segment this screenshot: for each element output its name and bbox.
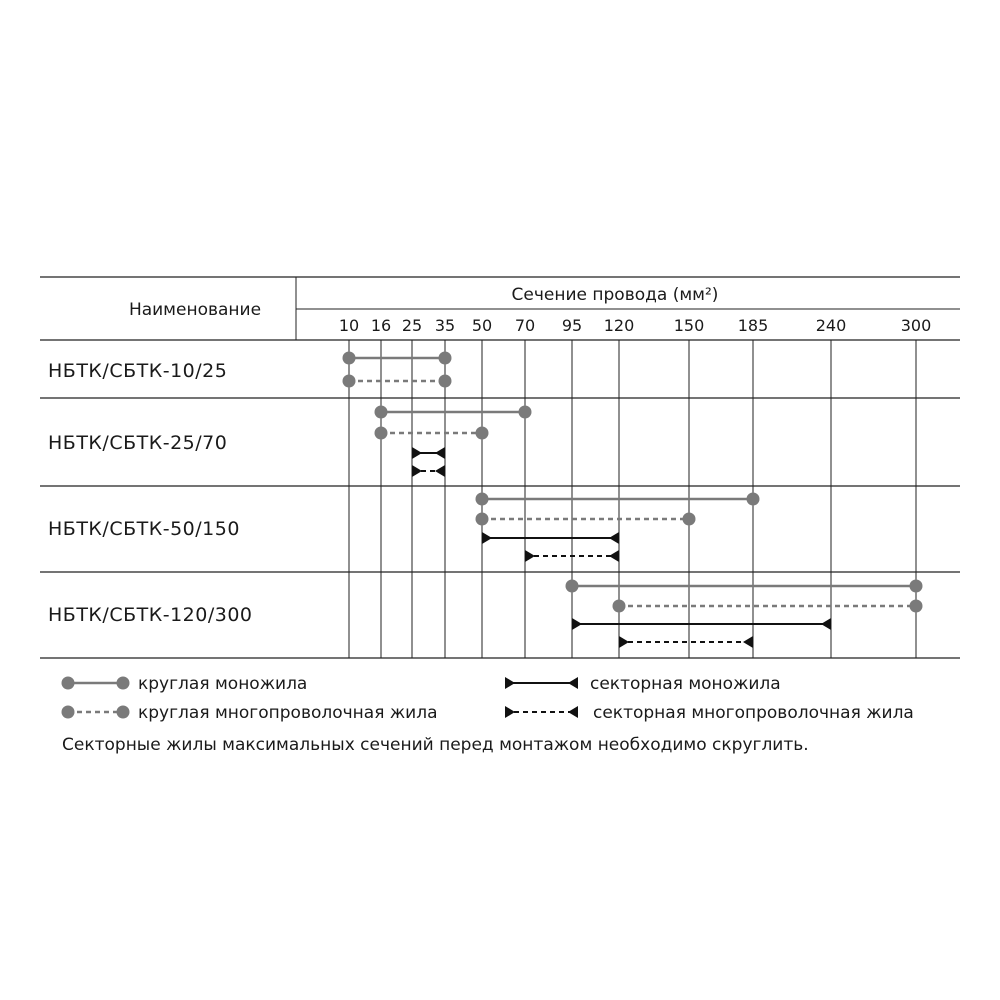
- row-label: НБТК/СБТК-120/300: [48, 604, 253, 626]
- legend-round-stranded-start-dot: [62, 706, 75, 719]
- range-bars: [343, 352, 923, 649]
- range-bar-sector-stranded: [619, 636, 753, 648]
- legend: [62, 674, 914, 723]
- header-axis-title: Сечение провода (мм²): [511, 285, 719, 305]
- legend-sector-stranded-start-marker: [505, 706, 515, 718]
- bar-sector-stranded-end-marker: [435, 465, 445, 477]
- tick-label-120: 120: [603, 316, 635, 335]
- row-label: НБТК/СБТК-50/150: [48, 518, 240, 540]
- range-bar-round-stranded: [613, 600, 923, 613]
- row-label: НБТК/СБТК-10/25: [48, 360, 228, 382]
- bar-round-solid-end-dot: [747, 493, 760, 506]
- range-bar-round-solid: [375, 406, 532, 419]
- tick-labels: [339, 316, 931, 335]
- bar-round-solid-start-dot: [476, 493, 489, 506]
- bar-round-solid-start-dot: [375, 406, 388, 419]
- bar-round-solid-end-dot: [519, 406, 532, 419]
- tick-label-10: 10: [338, 316, 360, 335]
- tick-label-16: 16: [370, 316, 392, 335]
- legend-round-stranded-end-dot: [117, 706, 130, 719]
- legend-label: секторная моножила: [590, 674, 781, 694]
- range-bar-sector-stranded: [412, 465, 445, 477]
- range-bar-round-stranded: [343, 375, 452, 388]
- tick-label-240: 240: [815, 316, 847, 335]
- tick-label-185: 185: [737, 316, 769, 335]
- range-bar-round-solid: [343, 352, 452, 365]
- tick-label-95: 95: [561, 316, 583, 335]
- bar-round-stranded-end-dot: [439, 375, 452, 388]
- legend-item-sector-solid: [505, 674, 781, 694]
- bar-sector-solid-end-marker: [609, 532, 619, 544]
- bar-round-solid-start-dot: [343, 352, 356, 365]
- bar-sector-solid-start-marker: [572, 618, 582, 630]
- bar-round-stranded-start-dot: [375, 427, 388, 440]
- bar-round-stranded-start-dot: [343, 375, 356, 388]
- legend-label: круглая моножила: [138, 674, 308, 694]
- bar-sector-stranded-start-marker: [525, 550, 535, 562]
- bar-round-solid-end-dot: [910, 580, 923, 593]
- tick-label-35: 35: [434, 316, 456, 335]
- bar-sector-solid-end-marker: [821, 618, 831, 630]
- bar-sector-stranded-end-marker: [609, 550, 619, 562]
- tick-label-25: 25: [401, 316, 423, 335]
- tick-label-150: 150: [673, 316, 705, 335]
- range-bar-round-solid: [476, 493, 760, 506]
- legend-item-sector-stranded: [505, 703, 914, 723]
- legend-label: круглая многопроволочная жила: [138, 703, 438, 723]
- legend-sector-solid-start-marker: [505, 677, 515, 689]
- bar-sector-stranded-end-marker: [743, 636, 753, 648]
- tick-label-50: 50: [471, 316, 493, 335]
- legend-item-round-stranded: [62, 703, 438, 723]
- legend-round-solid-end-dot: [117, 677, 130, 690]
- bar-sector-stranded-start-marker: [412, 465, 422, 477]
- legend-item-round-solid: [62, 674, 308, 694]
- row-label: НБТК/СБТК-25/70: [48, 432, 228, 454]
- legend-round-solid-start-dot: [62, 677, 75, 690]
- bar-round-solid-end-dot: [439, 352, 452, 365]
- range-bar-sector-solid: [482, 532, 619, 544]
- bar-round-stranded-end-dot: [476, 427, 489, 440]
- range-bar-sector-solid: [572, 618, 831, 630]
- bar-sector-solid-end-marker: [435, 447, 445, 459]
- range-bar-round-stranded: [476, 513, 696, 526]
- tick-label-300: 300: [900, 316, 932, 335]
- range-bar-sector-solid: [412, 447, 445, 459]
- range-bar-round-stranded: [375, 427, 489, 440]
- bar-round-solid-start-dot: [566, 580, 579, 593]
- bar-round-stranded-end-dot: [910, 600, 923, 613]
- bar-sector-solid-start-marker: [482, 532, 492, 544]
- bar-round-stranded-start-dot: [613, 600, 626, 613]
- header-name: Наименование: [128, 300, 262, 320]
- bar-sector-stranded-start-marker: [619, 636, 629, 648]
- bar-round-stranded-start-dot: [476, 513, 489, 526]
- legend-sector-solid-end-marker: [568, 677, 578, 689]
- row-labels: [48, 360, 253, 626]
- legend-sector-stranded-end-marker: [568, 706, 578, 718]
- footnote: Секторные жилы максимальных сечений перед монтажом необходимо скруглить.: [62, 735, 809, 755]
- tick-label-70: 70: [514, 316, 536, 335]
- bar-sector-solid-start-marker: [412, 447, 422, 459]
- legend-label: секторная многопроволочная жила: [593, 703, 914, 723]
- bar-round-stranded-end-dot: [683, 513, 696, 526]
